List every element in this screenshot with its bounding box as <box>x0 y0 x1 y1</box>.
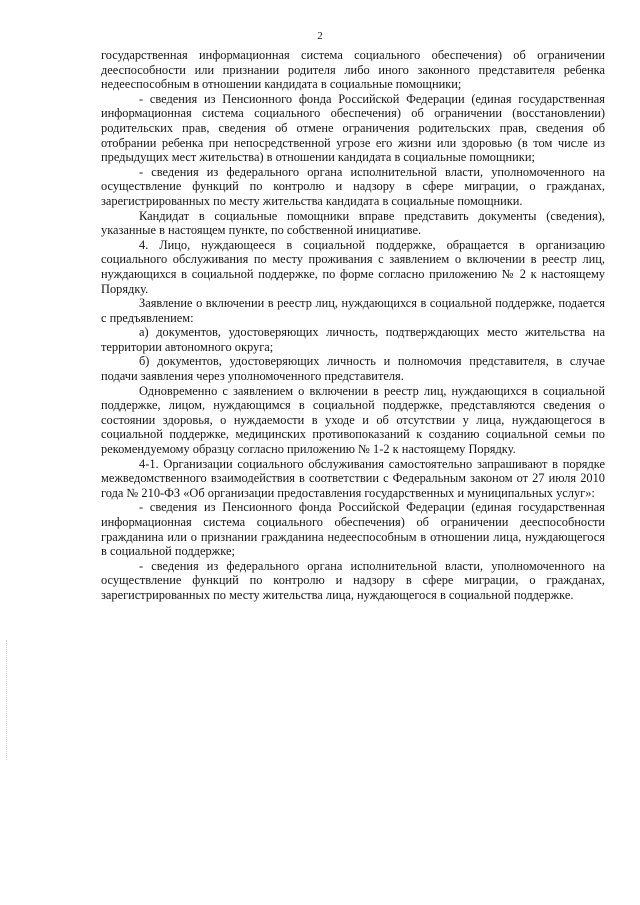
paragraph-3: - сведения из федерального органа исполнительной власти, уполномоченного на осуществление функций по контролю и надзору в сфере миграции, о гражданах, зарегистрированных по месту жительства кандидата в социальные помощники. <box>101 164 605 208</box>
paragraph-7: а) документов, удостоверяющих личность, подтверждающих место жительства на территории автономного округа; <box>101 325 605 354</box>
paragraph-11: - сведения из Пенсионного фонда Российской Федерации (единая государственная информационная система социального обеспечения) об ограничении дееспособности гражданина или о признании гражданина недееспособным в отношении лица, нуждающегося в социальной поддержке; <box>101 500 605 559</box>
paragraph-8: б) документов, удостоверяющих личность и полномочия представителя, в случае подачи заявления через уполномоченного представителя. <box>101 354 605 384</box>
paragraph-4: Кандидат в социальные помощники вправе представить документы (сведения), указанные в настоящем пункте, по собственной инициативе. <box>101 208 605 238</box>
paragraph-5: 4. Лицо, нуждающееся в социальной поддержке, обращается в организацию социального обслуживания по месту проживания с заявлением о включении в реестр лиц, нуждающихся в социальной поддержке, по форме согласно приложению № 2 к настоящему Порядку. <box>101 237 605 296</box>
document-body <box>101 48 605 603</box>
paragraph-2: - сведения из Пенсионного фонда Российской Федерации (единая государственная информационная система социального обеспечения) об ограничении (восстановлении) родительских прав, сведения об отмене ограничения родительских прав, сведения об отобрании ребенка при непосредственной угрозе его жизни или здоровью (в том числе из предыдущих мест жительства) в отношении кандидата в социальные помощники; <box>101 91 605 165</box>
paragraph-9: Одновременно с заявлением о включении в реестр лиц, нуждающихся в социальной поддержке, лицом, нуждающимся в социальной поддержке, представляются сведения о состоянии здоровья, о нуждаемости в уходе и об отсутствии у лица, нуждающегося в социальной поддержке, медицинских противопоказаний к созданию социальной семьи по рекомендуемому образцу согласно приложению № 1-2 к настоящему Порядку. <box>101 383 605 457</box>
paragraph-1: государственная информационная система социального обеспечения) об ограничении дееспособности или признании родителя либо иного законного представителя ребенка недееспособным в отношении кандидата в социальные помощники; <box>101 48 605 92</box>
paragraph-12: - сведения из федерального органа исполнительной власти, уполномоченного на осуществление функций по контролю и надзору в сфере миграции, о гражданах, зарегистрированных по месту жительства лица, нуждающегося в социальной поддержке. <box>101 558 605 602</box>
paragraph-10: 4-1. Организации социального обслуживания самостоятельно запрашивают в порядке межведомственного взаимодействия в соответствии с Федеральным законом от 27 июля 2010 года № 210-ФЗ «Об организации предоставления государственных и муниципальных услуг»: <box>101 456 605 500</box>
paragraph-6: Заявление о включении в реестр лиц, нуждающихся в социальной поддержке, подается с предъявлением: <box>101 296 605 325</box>
page-number: 2 <box>317 30 323 42</box>
scan-margin-marks <box>6 640 9 760</box>
